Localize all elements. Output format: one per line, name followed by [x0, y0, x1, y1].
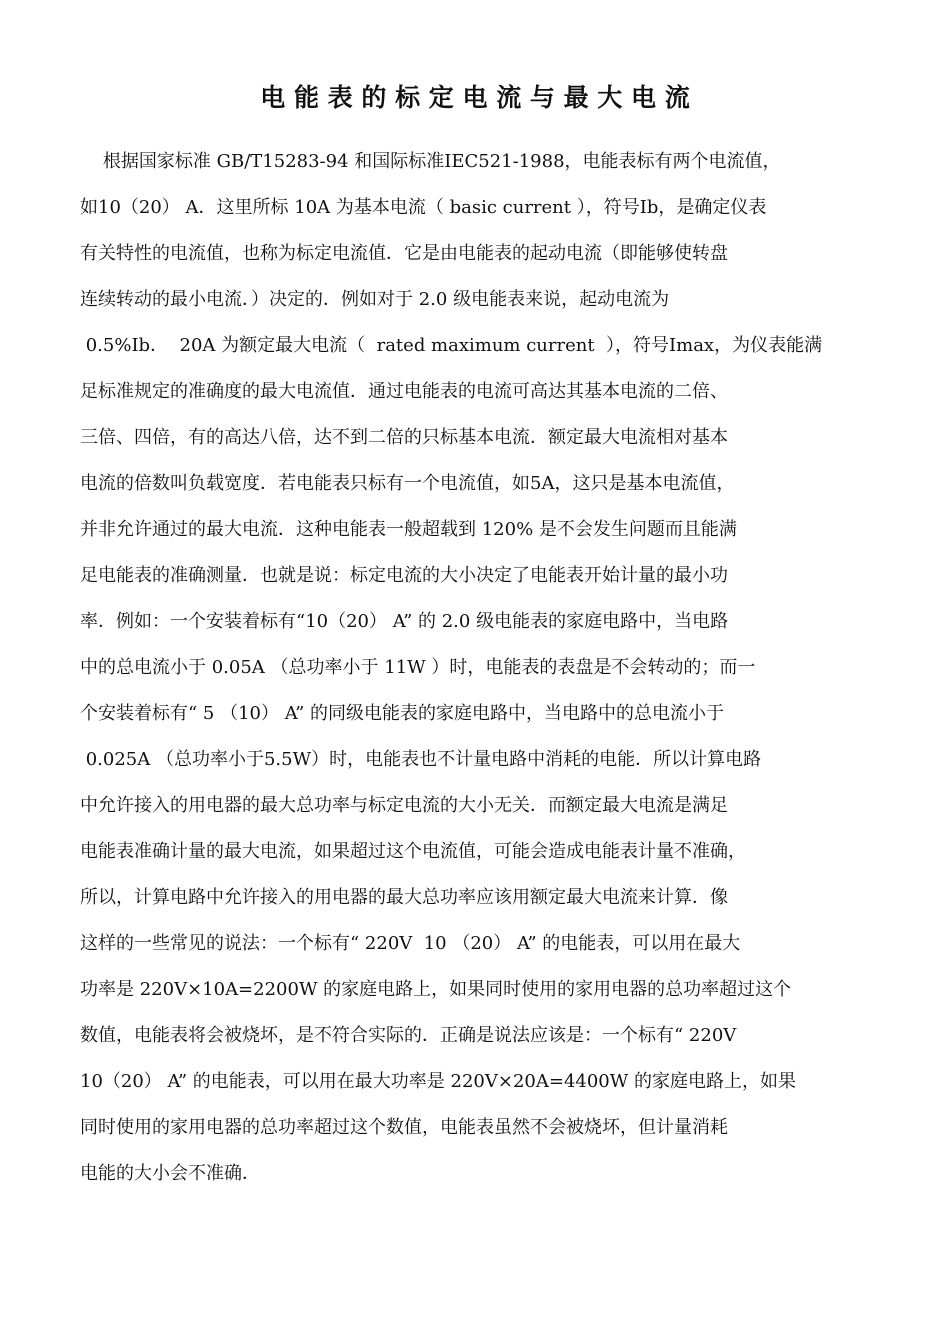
body-line: 0.025A （总功率小于5.5W）时，电能表也不计量电路中消耗的电能．所以计算电路 [80, 749, 762, 770]
body-line: 有关特性的电流值，也称为标定电流值．它是由电能表的起动电流（即能够使转盘 [80, 243, 728, 264]
document-body [80, 145, 880, 1203]
body-line: 足标准规定的准确度的最大电流值．通过电能表的电流可高达其基本电流的二倍、 [80, 381, 728, 402]
body-line: 0.5%Ib． 20A 为额定最大电流（ rated maximum current ），符号Imax，为仪表能满 [80, 335, 823, 356]
body-line: 中允许接入的用电器的最大总功率与标定电流的大小无关．而额定最大电流是满足 [80, 795, 728, 816]
body-line: 同时使用的家用电器的总功率超过这个数值，电能表虽然不会被烧坏，但计量消耗 [80, 1117, 728, 1138]
body-line: 所以，计算电路中允许接入的用电器的最大总功率应该用额定最大电流来计算．像 [80, 887, 728, 908]
body-line: 连续转动的最小电流．）决定的．例如对于 2.0 级电能表来说，起动电流为 [80, 289, 670, 310]
body-line: 功率是 220V×10A=2200W 的家庭电路上，如果同时使用的家用电器的总功率超过这个 [80, 979, 792, 1000]
body-line: 足电能表的准确测量．也就是说：标定电流的大小决定了电能表开始计量的最小功 [80, 565, 728, 586]
document-title: 电 能 表 的 标 定 电 流 与 最 大 电 流 [260, 83, 690, 112]
body-line: 电能表准确计量的最大电流，如果超过这个电流值，可能会造成电能表计量不准确， [80, 841, 746, 862]
body-line: 电流的倍数叫负载宽度．若电能表只标有一个电流值，如5A，这只是基本电流值， [80, 473, 735, 494]
body-line: 个安装着标有“ 5 （10） A” 的同级电能表的家庭电路中，当电路中的总电流小于 [80, 703, 724, 724]
body-line: 电能的大小会不准确． [80, 1163, 260, 1184]
body-line: 10（20） A” 的电能表，可以用在最大功率是 220V×20A=4400W 的家庭电路上，如果 [80, 1071, 796, 1092]
body-line: 率．例如：一个安装着标有“10（20） A” 的 2.0 级电能表的家庭电路中，当电路 [80, 611, 729, 632]
body-line: 数值，电能表将会被烧坏，是不符合实际的．正确是说法应该是：一个标有“ 220V [80, 1025, 737, 1046]
body-line: 中的总电流小于 0.05A （总功率小于 11W ）时，电能表的表盘是不会转动的；而一 [80, 657, 756, 678]
body-line: 根据国家标准 GB/T15283-94 和国际标准IEC521-1988，电能表标有两个电流值， [80, 151, 781, 172]
body-line: 三倍、四倍，有的高达八倍，达不到二倍的只标基本电流．额定最大电流相对基本 [80, 427, 728, 448]
body-line: 如10（20） A．这里所标 10A 为基本电流（ basic current ），符号Ib，是确定仪表 [80, 197, 767, 218]
body-line: 这样的一些常见的说法：一个标有“ 220V 10 （20） A” 的电能表，可以用在最大 [80, 933, 741, 954]
body-line: 并非允许通过的最大电流．这种电能表一般超载到 120% 是不会发生问题而且能满 [80, 519, 737, 540]
